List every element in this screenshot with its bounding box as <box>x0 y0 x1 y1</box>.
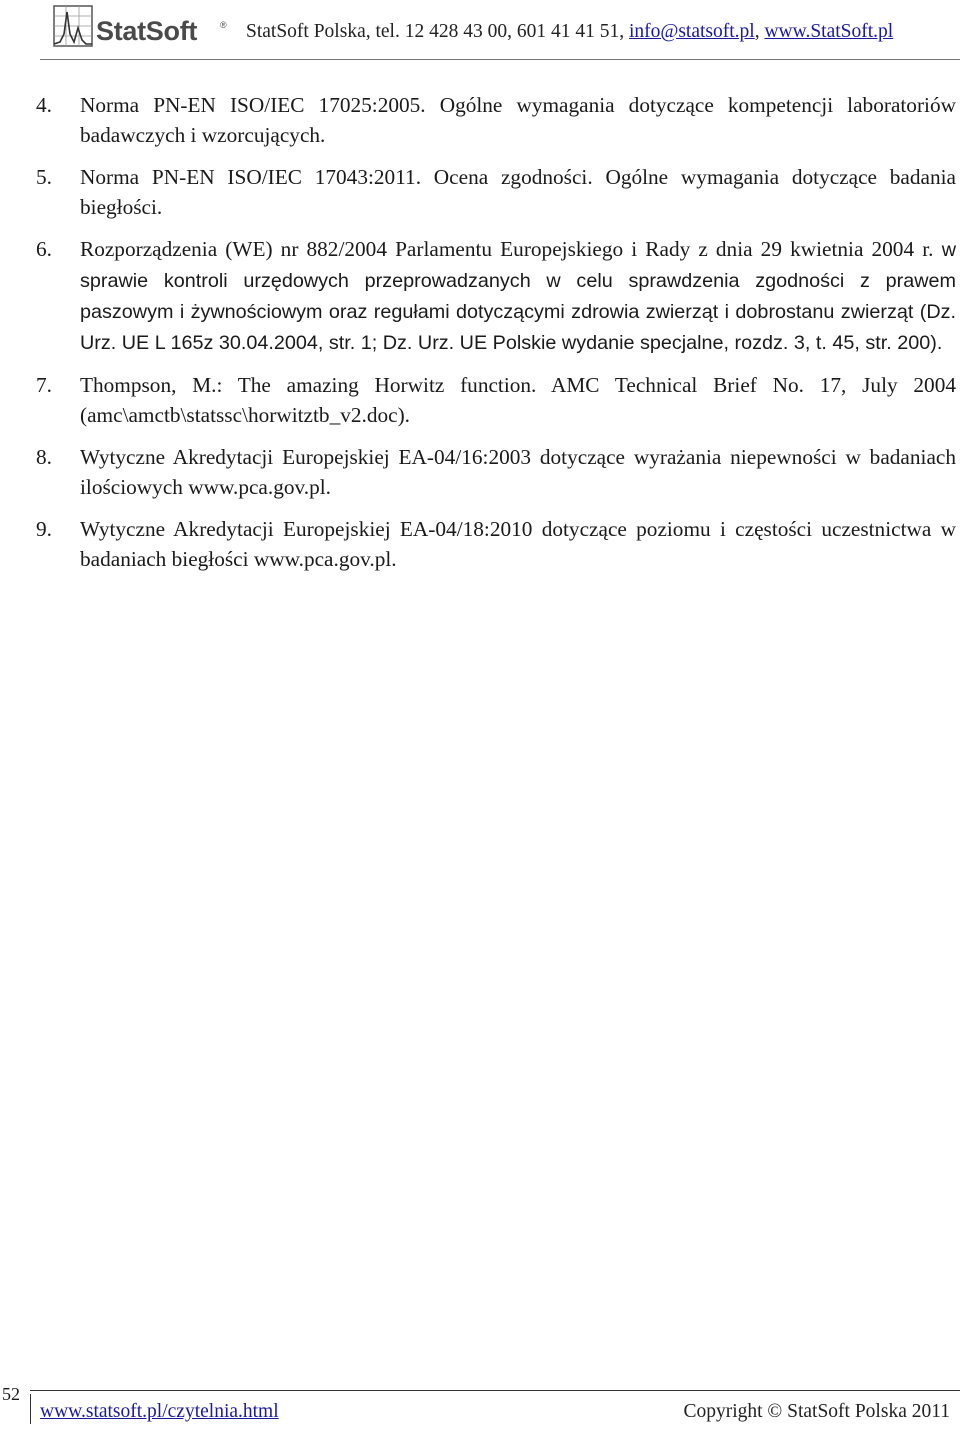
header-divider <box>40 59 960 60</box>
page-footer <box>0 1382 960 1432</box>
reference-number: 4. <box>36 93 52 117</box>
contact-text: StatSoft Polska, tel. 12 428 43 00, 601 41 41 51, <box>246 21 625 42</box>
footer-copyright: Copyright © StatSoft Polska 2011 <box>683 1401 950 1422</box>
reference-text-continued: w sprawie kontroli urzędowych przeprowadzanych w celu sprawdzenia zgodności z prawem paszowym i żywnościowym oraz regułami dotyczącymi zdrowia zwierząt i dobrostanu zwierząt (Dz. Urz. UE L 165z 30.04.2004, str. 1; Dz. Urz. UE Polskie wydanie specjalne, rozdz. 3, t. 45, str. 200). <box>80 239 957 354</box>
reference-item <box>36 370 956 430</box>
header-contact: StatSoft Polska, tel. 12 428 43 00, 601 41 41 51, info@statsoft.pl, www.StatSoft.pl <box>246 21 894 42</box>
reference-number: 7. <box>36 373 52 397</box>
statsoft-logo <box>52 4 232 48</box>
page-number: 52 <box>2 1384 20 1404</box>
page-number-box <box>0 1384 31 1424</box>
logo-text: StatSoft <box>96 16 198 46</box>
reference-item <box>36 442 956 502</box>
reference-text: Thompson, M.: The amazing Horwitz function. AMC Technical Brief No. 17, July 2004 (amc\amctb\statssc\horwitztb_v2.doc). <box>80 373 956 427</box>
reference-number: 5. <box>36 165 52 189</box>
reference-item <box>36 90 956 150</box>
reference-list <box>36 90 956 586</box>
footer-url-link[interactable]: www.statsoft.pl/czytelnia.html <box>40 1401 279 1422</box>
reference-text: Norma PN-EN ISO/IEC 17025:2005. Ogólne wymagania dotyczące kompetencji laboratoriów badawczych i wzorcujących. <box>80 93 956 147</box>
reference-item <box>36 162 956 222</box>
reference-number: 9. <box>36 517 52 541</box>
email-link[interactable]: info@statsoft.pl <box>628 21 755 42</box>
reference-text: Wytyczne Akredytacji Europejskiej EA-04/16:2003 dotyczące wyrażania niepewności w badaniach ilościowych www.pca.gov.pl. <box>80 445 956 499</box>
registered-mark: ® <box>220 20 227 30</box>
reference-text: Rozporządzenia (WE) nr 882/2004 Parlamentu Europejskiego i Rady z dnia 29 kwietnia 2004 r. <box>80 237 934 261</box>
reference-item <box>36 234 956 358</box>
website-link[interactable]: www.StatSoft.pl <box>764 21 894 42</box>
chart-logo-icon <box>52 4 98 50</box>
reference-text: Wytyczne Akredytacji Europejskiej EA-04/18:2010 dotyczące poziomu i częstości uczestnictwa w badaniach biegłości www.pca.gov.pl. <box>80 517 956 571</box>
reference-number: 6. <box>36 237 52 261</box>
reference-text: Norma PN-EN ISO/IEC 17043:2011. Ocena zgodności. Ogólne wymagania dotyczące badania biegłości. <box>80 165 956 219</box>
reference-number: 8. <box>36 445 52 469</box>
page-header <box>0 0 960 72</box>
reference-item <box>36 514 956 574</box>
footer-divider <box>30 1390 960 1391</box>
